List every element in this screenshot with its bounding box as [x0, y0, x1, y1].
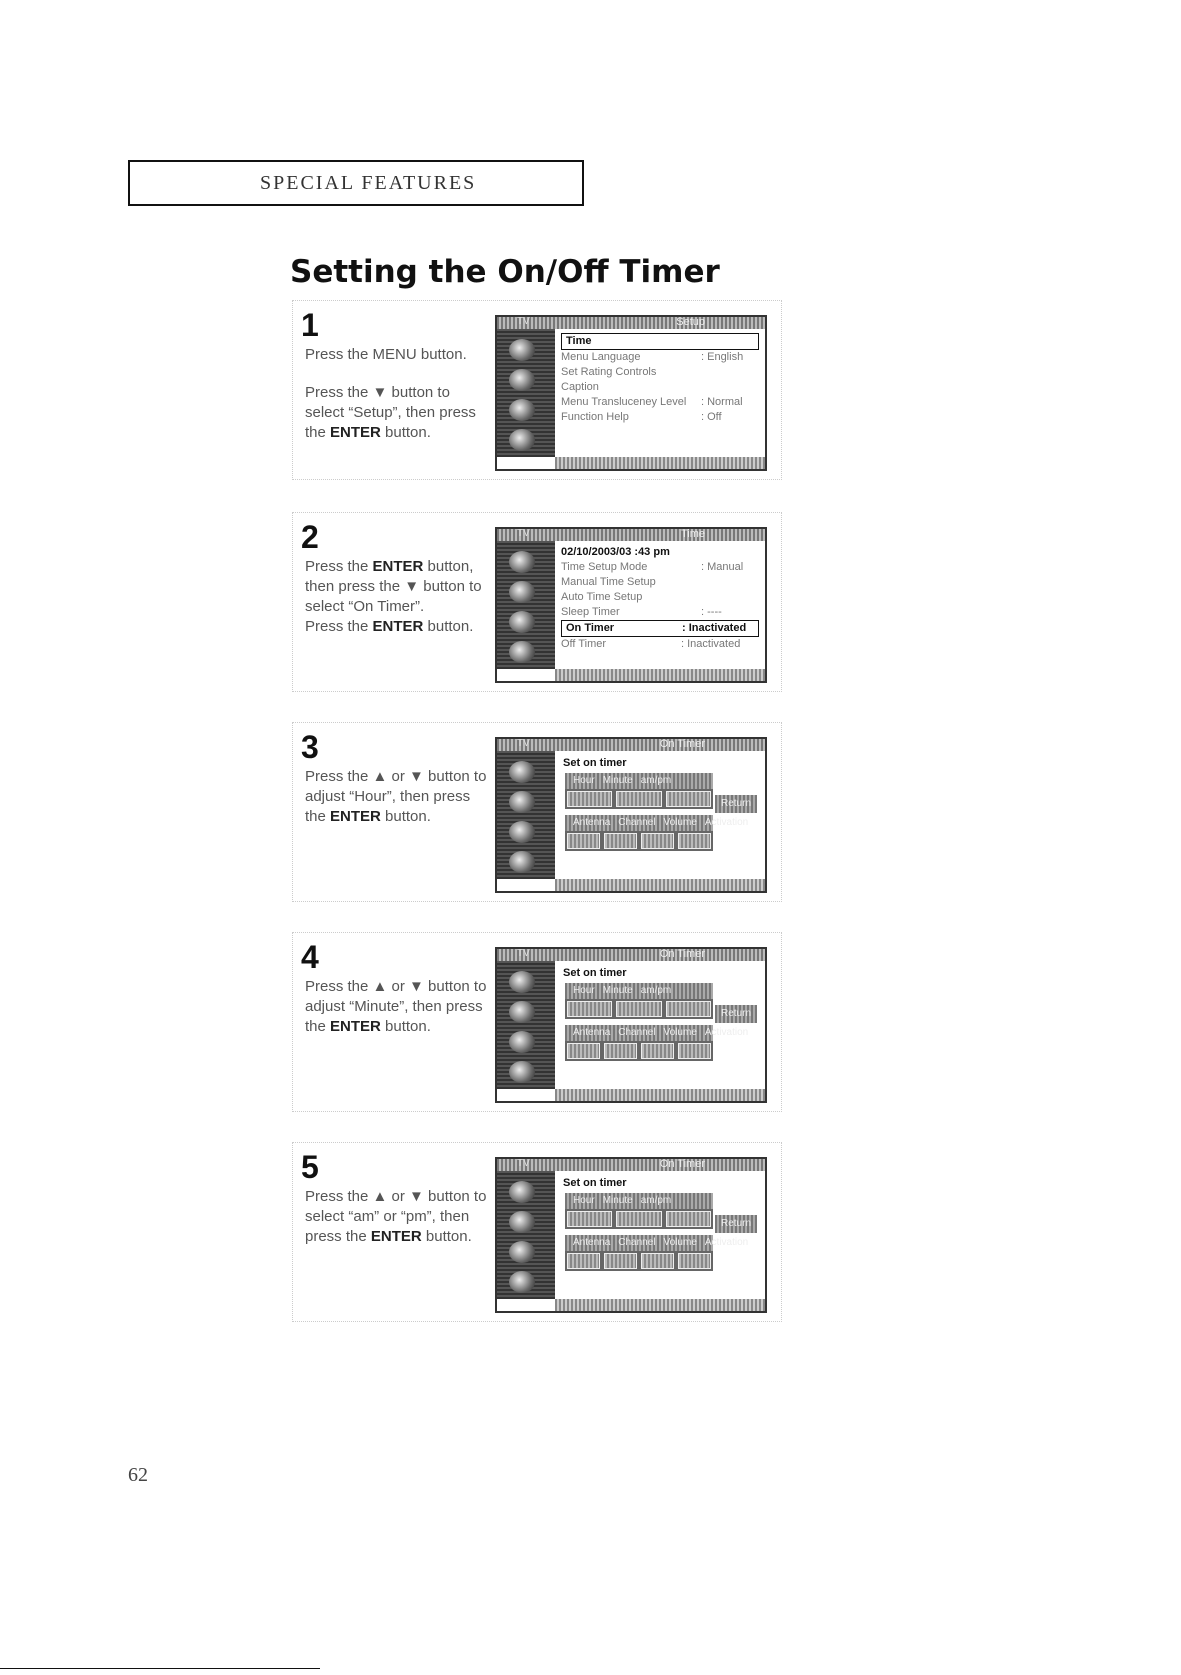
- tv-menu-screen: [495, 527, 767, 683]
- screen-menu: [561, 333, 759, 455]
- menu-item[interactable]: Set Rating Controls: [561, 366, 657, 378]
- screen-title-bar: [497, 1159, 765, 1171]
- settings-grid-header: Antenna Channel Volume Activation: [565, 1025, 713, 1041]
- page-number: 62: [128, 1464, 148, 1486]
- menu-icon: [509, 1241, 535, 1263]
- step-number: 2: [301, 519, 319, 555]
- timer-panel: [561, 965, 759, 1087]
- settings-grid-header: Antenna Channel Volume Activation: [565, 1235, 713, 1251]
- return-button[interactable]: Return: [715, 1005, 757, 1023]
- settings-grid-values[interactable]: [565, 831, 713, 851]
- time-grid-header: Hour Minute am/pm: [565, 773, 713, 789]
- screen-footer-bar: [555, 669, 765, 681]
- screen-footer-bar: [555, 879, 765, 891]
- screen-sidebar: [497, 541, 555, 669]
- step-2: [292, 512, 782, 692]
- menu-item[interactable]: Manual Time Setup: [561, 576, 656, 588]
- menu-item[interactable]: Menu Language : English: [561, 351, 744, 363]
- menu-icon: [509, 429, 535, 451]
- set-on-timer-label: Set on timer: [563, 757, 627, 769]
- menu-icon: [509, 339, 535, 361]
- screen-title-bar: [497, 739, 765, 751]
- menu-item[interactable]: Caption: [561, 381, 599, 393]
- screen-footer-bar: [555, 457, 765, 469]
- return-button[interactable]: Return: [715, 1215, 757, 1233]
- step-instructions: Press the ▲ or ▼ button to select “am” or “pm”, then press the ENTER button.: [305, 1188, 487, 1245]
- step-5: [292, 1142, 782, 1322]
- footer-rule: [0, 1668, 320, 1669]
- step-instructions: Press the ▲ or ▼ button to adjust “Hour”, then press the ENTER button.: [305, 768, 487, 825]
- screen-title: Setup: [676, 316, 705, 328]
- settings-grid-values[interactable]: [565, 1041, 713, 1061]
- screen-sidebar: [497, 1171, 555, 1299]
- time-grid: [565, 983, 713, 1019]
- section-header: [128, 160, 584, 206]
- menu-item[interactable]: Time Setup Mode : Manual: [561, 561, 744, 573]
- menu-icon: [509, 1271, 535, 1293]
- time-grid-header: Hour Minute am/pm: [565, 1193, 713, 1209]
- menu-icon: [509, 369, 535, 391]
- menu-icon: [509, 1181, 535, 1203]
- step-3: [292, 722, 782, 902]
- settings-grid: [565, 815, 749, 851]
- menu-icon: [509, 611, 535, 633]
- menu-icon: [509, 1211, 535, 1233]
- step-number: 4: [301, 939, 319, 975]
- time-grid-values[interactable]: [565, 1209, 713, 1229]
- timer-panel: [561, 1175, 759, 1297]
- menu-item[interactable]: Sleep Timer : ----: [561, 606, 722, 618]
- menu-icon: [509, 551, 535, 573]
- menu-item[interactable]: Function Help : Off: [561, 411, 722, 423]
- screen-title: On Timer: [659, 1158, 705, 1170]
- menu-item[interactable]: Auto Time Setup: [561, 591, 643, 603]
- settings-grid-header: Antenna Channel Volume Activation: [565, 815, 713, 831]
- menu-icon: [509, 1031, 535, 1053]
- section-header-text: SPECIAL FEATURES: [260, 172, 477, 194]
- screen-menu: [561, 545, 759, 667]
- set-on-timer-label: Set on timer: [563, 1177, 627, 1189]
- set-on-timer-label: Set on timer: [563, 967, 627, 979]
- screen-tv-label: TV: [517, 316, 530, 327]
- step-number: 1: [301, 307, 319, 343]
- menu-item-time[interactable]: Time: [561, 333, 759, 350]
- screen-title-bar: [497, 949, 765, 961]
- screen-tv-label: TV: [517, 528, 530, 539]
- menu-item-on-timer[interactable]: On Timer : Inactivated: [561, 620, 759, 637]
- tv-timer-screen: [495, 1157, 767, 1313]
- tv-menu-screen: [495, 315, 767, 471]
- return-button[interactable]: Return: [715, 795, 757, 813]
- time-grid-values[interactable]: [565, 999, 713, 1019]
- tv-timer-screen: [495, 947, 767, 1103]
- screen-title: Time: [680, 528, 705, 540]
- screen-title-bar: [497, 317, 765, 329]
- screen-tv-label: TV: [517, 948, 530, 959]
- step-number: 3: [301, 729, 319, 765]
- timer-panel: [561, 755, 759, 877]
- settings-grid-values[interactable]: [565, 1251, 713, 1271]
- time-grid-header: Hour Minute am/pm: [565, 983, 713, 999]
- screen-sidebar: [497, 751, 555, 879]
- menu-icon: [509, 1001, 535, 1023]
- screen-footer-bar: [555, 1089, 765, 1101]
- time-grid: [565, 773, 713, 809]
- step-instructions: Press the MENU button. Press the ▼ button to select “Setup”, then press the ENTER button.: [305, 346, 476, 441]
- step-instructions: Press the ENTER button, then press the ▼ button to select “On Timer”. Press the ENTER button.: [305, 558, 482, 635]
- menu-icon: [509, 399, 535, 421]
- settings-grid: [565, 1235, 749, 1271]
- time-grid: [565, 1193, 713, 1229]
- page-title: Setting the On/Off Timer: [290, 254, 720, 290]
- screen-sidebar: [497, 329, 555, 457]
- screen-title-bar: [497, 529, 765, 541]
- screen-sidebar: [497, 961, 555, 1089]
- menu-icon: [509, 581, 535, 603]
- screen-title: On Timer: [659, 948, 705, 960]
- tv-timer-screen: [495, 737, 767, 893]
- menu-icon: [509, 1061, 535, 1083]
- menu-icon: [509, 791, 535, 813]
- step-instructions: Press the ▲ or ▼ button to adjust “Minute”, then press the ENTER button.: [305, 978, 487, 1035]
- menu-item[interactable]: Off Timer : Inactivated: [561, 638, 741, 650]
- time-grid-values[interactable]: [565, 789, 713, 809]
- step-number: 5: [301, 1149, 319, 1185]
- current-time: 02/10/2003/03 :43 pm: [561, 546, 670, 558]
- menu-icon: [509, 971, 535, 993]
- menu-item[interactable]: Menu Transluceney Level : Normal: [561, 396, 743, 408]
- menu-icon: [509, 761, 535, 783]
- menu-icon: [509, 821, 535, 843]
- screen-tv-label: TV: [517, 1158, 530, 1169]
- step-4: [292, 932, 782, 1112]
- menu-icon: [509, 851, 535, 873]
- screen-title: On Timer: [659, 738, 705, 750]
- menu-icon: [509, 641, 535, 663]
- screen-footer-bar: [555, 1299, 765, 1311]
- settings-grid: [565, 1025, 749, 1061]
- screen-tv-label: TV: [517, 738, 530, 749]
- step-1: [292, 300, 782, 480]
